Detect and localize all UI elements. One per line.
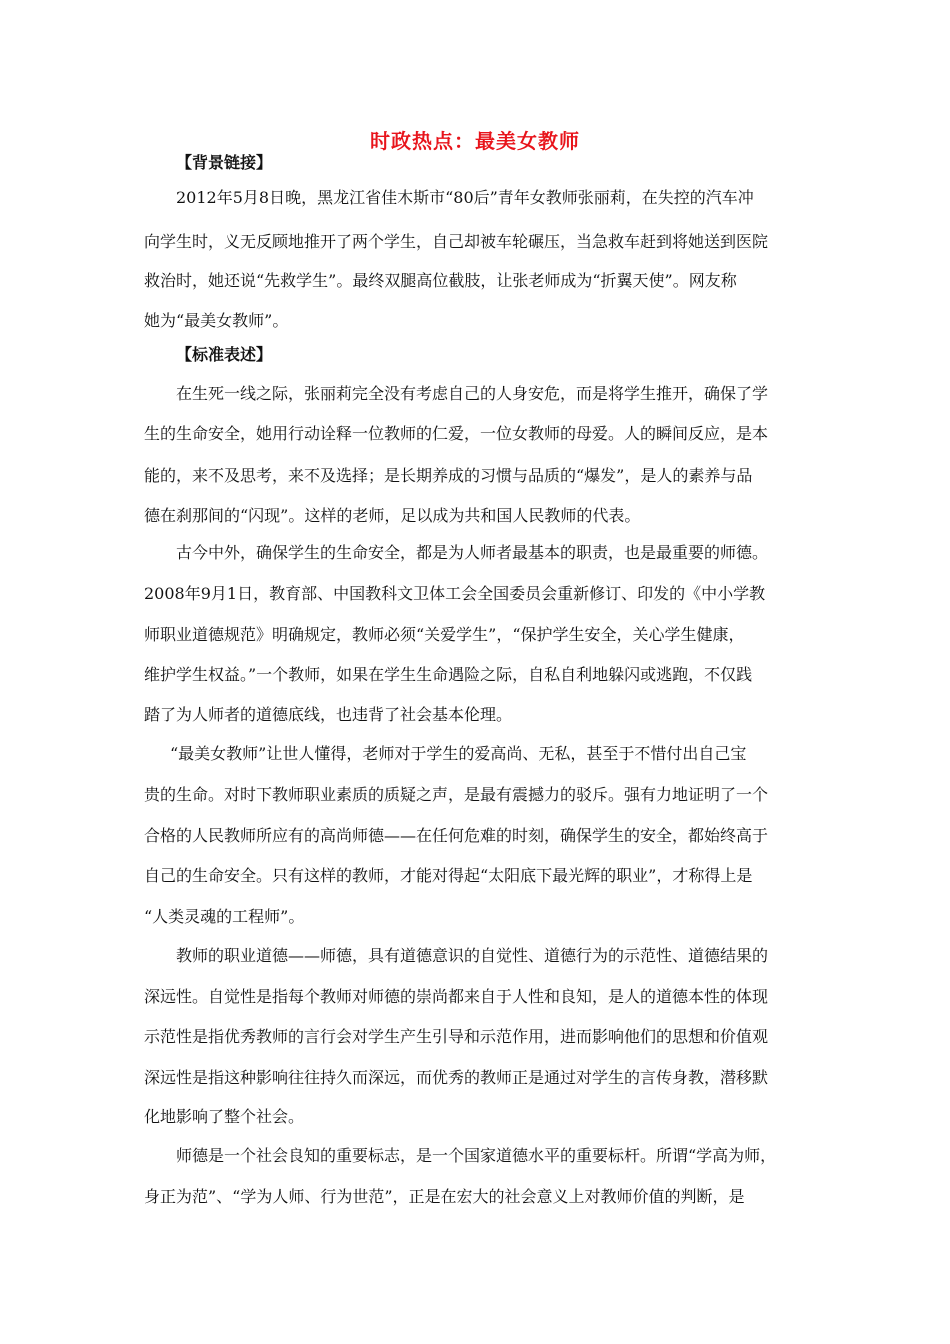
- paragraph-line: 能的，来不及思考，来不及选择；是长期养成的习惯与品质的“爆发”，是人的素养与品: [144, 466, 753, 485]
- paragraph-line: 向学生时，义无反顾地推开了两个学生，自己却被车轮碾压，当急救车赶到将她送到医院: [144, 232, 769, 251]
- paragraph-line: 深远性是指这种影响往往持久而深远，而优秀的教师正是通过对学生的言传身教，潜移默: [144, 1068, 769, 1087]
- paragraph-line: 师德是一个社会良知的重要标志，是一个国家道德水平的重要标杆。所谓“学高为师，: [176, 1146, 777, 1165]
- paragraph-line: 2012年5月8日晚，黑龙江省佳木斯市“80后”青年女教师张丽莉，在失控的汽车冲: [176, 188, 754, 207]
- document-title: 时政热点：最美女教师: [370, 129, 580, 153]
- paragraph-line: 示范性是指优秀教师的言行会对学生产生引导和示范作用，进而影响他们的思想和价值观: [144, 1027, 769, 1046]
- paragraph-line: 自己的生命安全。只有这样的教师，才能对得起“太阳底下最光辉的职业”，才称得上是: [144, 866, 753, 885]
- paragraph-line: 救治时，她还说“先救学生”。最终双腿高位截肢，让张老师成为“折翼天使”。网友称: [144, 271, 737, 290]
- paragraph-line: 化地影响了整个社会。: [144, 1107, 305, 1126]
- paragraph-line: 古今中外，确保学生的生命安全，都是为人师者最基本的职责，也是最重要的师德。: [176, 543, 769, 562]
- paragraph-line: 师职业道德规范》明确规定，教师必须“关爱学生”，“保护学生安全，关心学生健康，: [144, 625, 745, 644]
- paragraph-line: 合格的人民教师所应有的高尚师德——在任何危难的时刻，确保学生的安全，都始终高于: [144, 826, 769, 845]
- section-heading-standard: 【标准表述】: [176, 345, 273, 364]
- paragraph-line: 维护学生权益。”一个教师，如果在学生生命遇险之际，自私自利地躲闪或逃跑，不仅践: [144, 665, 753, 684]
- paragraph-line: 贵的生命。对时下教师职业素质的质疑之声，是最有震撼力的驳斥。强有力地证明了一个: [144, 785, 769, 804]
- paragraph-line: 踏了为人师者的道德底线，也违背了社会基本伦理。: [144, 705, 513, 724]
- paragraph-line: 她为“最美女教师”。: [144, 311, 289, 330]
- section-heading-background: 【背景链接】: [176, 153, 273, 172]
- paragraph-line: 在生死一线之际，张丽莉完全没有考虑自己的人身安危，而是将学生推开，确保了学: [176, 384, 769, 403]
- paragraph-line: 身正为范”、“学为人师、行为世范”，正是在宏大的社会意义上对教师价值的判断，是: [144, 1187, 745, 1206]
- paragraph-line: 深远性。自觉性是指每个教师对师德的崇尚都来自于人性和良知，是人的道德本性的体现: [144, 987, 769, 1006]
- paragraph-line: 生的生命安全，她用行动诠释一位教师的仁爱，一位女教师的母爱。人的瞬间反应，是本: [144, 424, 769, 443]
- paragraph-line: 德在刹那间的“闪现”。这样的老师，足以成为共和国人民教师的代表。: [144, 506, 641, 525]
- paragraph-line: 2008年9月1日，教育部、中国教科文卫体工会全国委员会重新修订、印发的《中小学教: [144, 584, 766, 603]
- paragraph-line: “最美女教师”让世人懂得，老师对于学生的爱高尚、无私，甚至于不惜付出自己宝: [170, 744, 747, 763]
- paragraph-line: “人类灵魂的工程师”。: [144, 907, 305, 926]
- paragraph-line: 教师的职业道德——师德，具有道德意识的自觉性、道德行为的示范性、道德结果的: [176, 946, 769, 965]
